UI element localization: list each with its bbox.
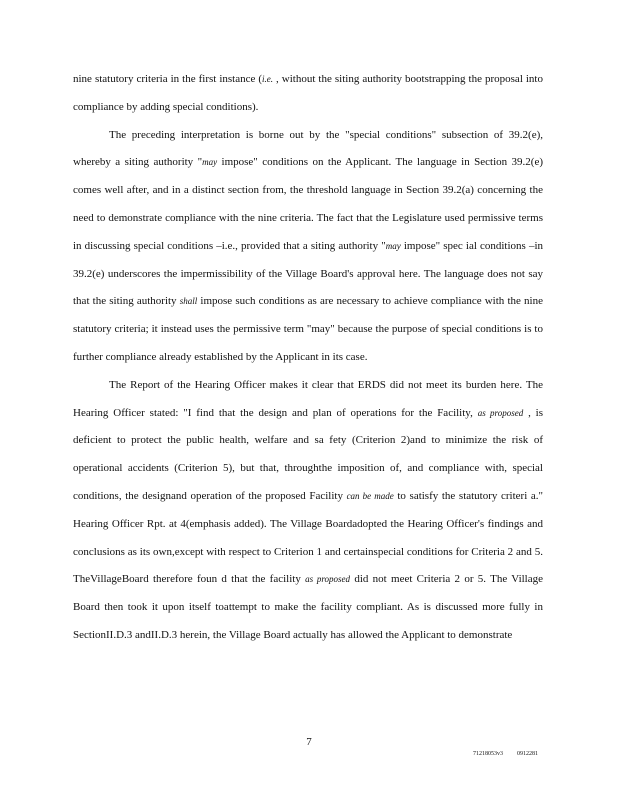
text-segment-italic: as proposed <box>477 407 524 418</box>
text-segment-italic: may <box>202 157 218 168</box>
paragraph-2 <box>73 122 543 372</box>
page-number: 7 <box>306 736 312 748</box>
paragraph-3 <box>73 372 543 650</box>
body-text <box>73 66 543 650</box>
text-segment-italic: can be made <box>346 490 394 501</box>
text-segment: did not meet Criteria 2 or 5. The Village Board then took it upon itself toattempt to make the facility compliant. As is discussed more fully in SectionII.D.3 andII.D.3 herein, the Village Board actually has allowed the Applicant to demonstrate <box>73 573 543 641</box>
text-segment-italic: shall <box>179 296 198 307</box>
paragraph-1 <box>73 66 543 122</box>
text-segment: The Report of the Hearing Officer makes it clear that ERDS did not meet its burden here. The Hearing Officer stated: "I find that the design and plan of operations for the Facility, <box>73 378 543 419</box>
text-segment: , without the siting authority bootstrapping the proposal into compliance by adding special conditions). <box>73 73 543 113</box>
text-segment: The preceding interpretation is borne out by the "special conditions" subsection of 39.2(e), whereby a siting authority " <box>73 128 543 169</box>
text-segment: nine statutory criteria in the first instance ( <box>73 73 263 85</box>
text-segment: impose" conditions on the Applicant. The language in Section 39.2(e) comes well after, and in a distinct section from, the threshold language in Section 39.2(a) concerning the need to demonstrate compliance with the nine criteria. The fact that the Legislature used permissive terms in discussing special conditions –i.e., provided that a siting authority " <box>73 156 543 252</box>
text-segment-italic: may <box>385 240 401 251</box>
text-segment: impose such conditions as are necessary to achieve compliance with the nine statutory criteria; it instead uses the permissive term "may" because the purpose of special conditions is to further compliance already established by the Applicant in its case. <box>73 295 543 363</box>
document-version: 71218053v3 <box>473 751 503 757</box>
text-segment: to satisfy the statutory criteri a." Hearing Officer Rpt. at 4(emphasis added). The Village Boardadopted the Hearing Officer's findings and conclusions as its own,except with respect to Criterion 1 and certainspecial conditions for Criteria 2 and 5. TheVillageBoard therefore foun d that the facility <box>73 489 544 586</box>
text-segment: , is deficient to protect the public health, welfare and sa fety (Criterion 2)and to minimize the risk of operational accidents (Criterion 5), but that, throughthe imposition of, and compliance with, special conditions, the designand operation of the proposed Facility <box>73 406 544 502</box>
document-code: 0912281 <box>517 751 538 757</box>
text-segment: impose" spec ial conditions –in 39.2(e) underscores the impermissibility of the Village Board's approval here. The language does not say that the siting authority <box>73 239 543 308</box>
text-segment-italic: i.e. <box>262 74 274 84</box>
document-id <box>473 751 538 757</box>
text-segment-italic: as proposed <box>305 574 351 585</box>
